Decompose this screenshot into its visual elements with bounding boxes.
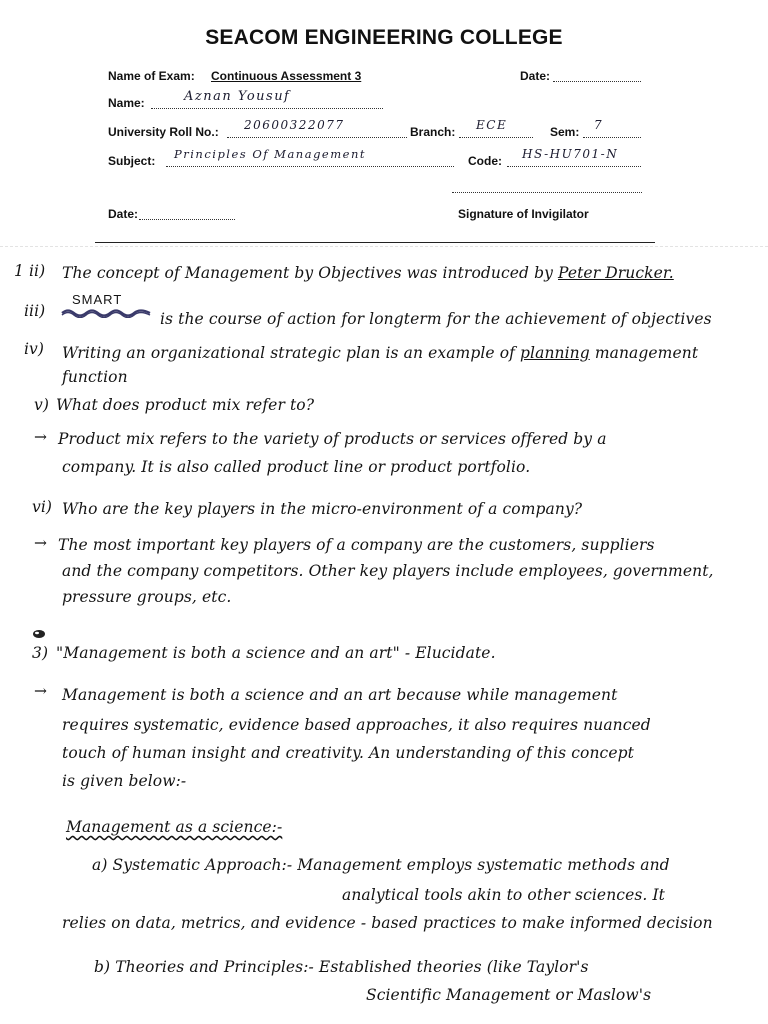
answer-line-13: Management is both a science and an art because while management <box>62 686 618 704</box>
answer-line-18: a) Systematic Approach:- Management employs systematic methods and <box>92 856 670 874</box>
roll-label: University Roll No.: <box>108 125 219 139</box>
arrow-9: → <box>34 534 48 552</box>
q-number-1ii: 1 ii) <box>14 262 46 280</box>
answer-line-16: is given below:- <box>62 772 187 790</box>
exam-name-value: Continuous Assessment 3 <box>211 69 362 83</box>
name-label: Name: <box>108 96 145 110</box>
code-label: Code: <box>468 154 502 168</box>
arrow-6: → <box>34 428 48 446</box>
sem-value: 7 <box>594 118 604 132</box>
branch-value: ECE <box>476 118 508 132</box>
answer-line-21: b) Theories and Principles:- Established theories (like Taylor's <box>94 958 589 976</box>
answer-line-2: is the course of action for longterm for the achievement of objectives <box>160 310 712 328</box>
question-line-8: Who are the key players in the micro-environment of a company? <box>62 500 583 518</box>
q-number-vi: vi) <box>32 498 53 516</box>
date-label: Date: <box>520 69 551 83</box>
answer-line-4: function <box>62 368 128 386</box>
signature-field <box>452 180 642 193</box>
subject-value: Principles Of Management <box>174 147 366 161</box>
college-title: SEACOM ENGINEERING COLLEGE <box>205 26 563 49</box>
answer-planning: planning <box>520 344 590 362</box>
sem-field <box>583 125 641 138</box>
answer-line-10: and the company competitors. Other key players include employees, government, <box>62 562 714 580</box>
answer-line-20: relies on data, metrics, and evidence - based practices to make informed decision <box>62 914 713 932</box>
code-value: HS-HU701-N <box>522 147 619 161</box>
page-fold-line <box>0 246 768 247</box>
ink-blot-mark <box>32 626 46 642</box>
q-number-3: 3) <box>32 644 49 662</box>
exam-name-label: Name of Exam: <box>108 69 195 83</box>
q-number-v: v) <box>34 396 50 414</box>
answer-line-7: company. It is also called product line or product portfolio. <box>62 458 531 476</box>
header-divider <box>95 242 655 243</box>
date-field <box>553 69 641 82</box>
inserted-word-smart: SMART <box>72 292 123 307</box>
sem-label: Sem: <box>550 125 580 139</box>
subheading-management-science: Management as a science:- <box>66 818 283 836</box>
strikethrough-scribble <box>60 308 152 318</box>
q-number-iii: iii) <box>24 302 46 320</box>
answer-line-11: pressure groups, etc. <box>62 588 232 606</box>
date2-label: Date: <box>108 207 139 221</box>
answer-line-15: touch of human insight and creativity. An understanding of this concept <box>62 744 634 762</box>
roll-value: 20600322077 <box>244 118 345 132</box>
name-value: Aznan Yousuf <box>184 89 291 104</box>
answer-line-3: Writing an organizational strategic plan is an example of planning management <box>62 344 699 362</box>
answer-line-19: analytical tools akin to other sciences. It <box>342 886 666 904</box>
answer-line-14: requires systematic, evidence based approaches, it also requires nuanced <box>62 716 651 734</box>
question-line-5: What does product mix refer to? <box>56 396 315 414</box>
date2-field <box>139 207 235 220</box>
answer-line-1: The concept of Management by Objectives was introduced by Peter Drucker. <box>62 264 674 282</box>
q-number-iv: iv) <box>24 340 45 358</box>
signature-label: Signature of Invigilator <box>458 207 589 221</box>
answer-line-9: The most important key players of a company are the customers, suppliers <box>58 536 655 554</box>
answer-line-6: Product mix refers to the variety of products or services offered by a <box>58 430 607 448</box>
subject-label: Subject: <box>108 154 156 168</box>
arrow-13: → <box>34 682 48 700</box>
question-line-12: "Management is both a science and an art" - Elucidate. <box>56 644 496 662</box>
answer-line-22: Scientific Management or Maslow's <box>366 986 652 1004</box>
answer-peter-drucker: Peter Drucker. <box>558 264 674 282</box>
branch-label: Branch: <box>410 125 456 139</box>
